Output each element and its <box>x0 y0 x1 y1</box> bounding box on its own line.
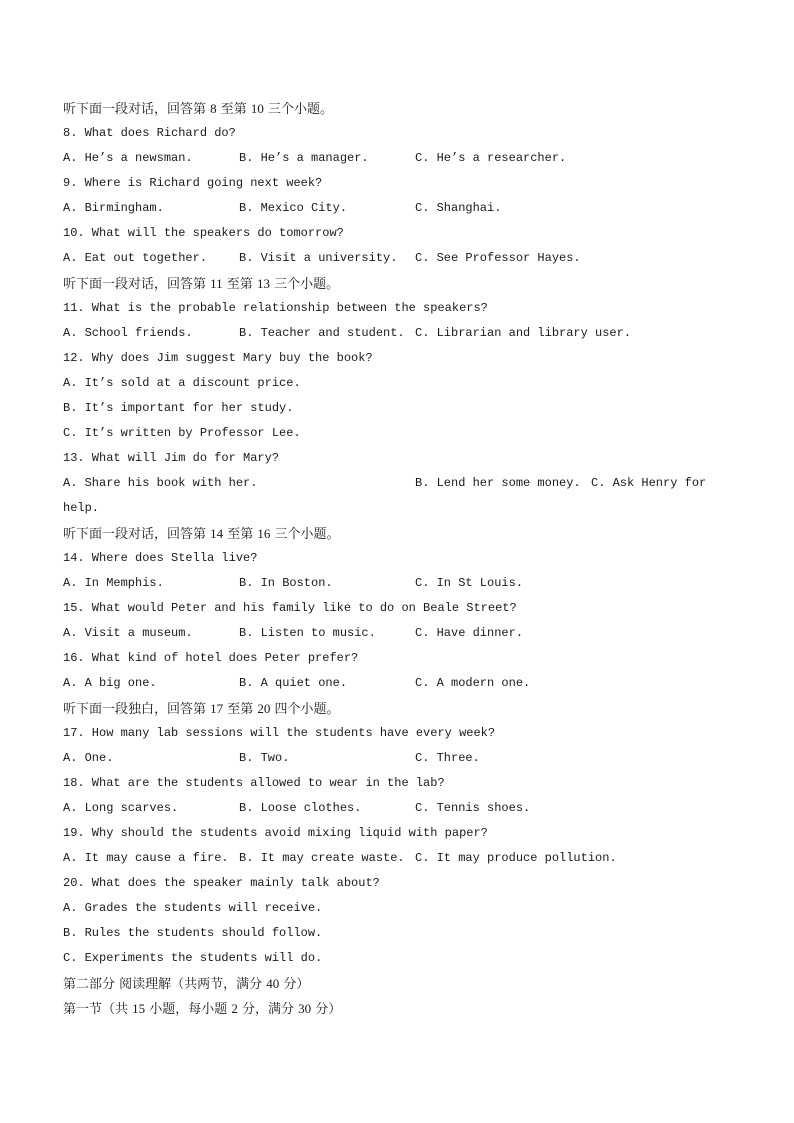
option-a: A. Birmingham. <box>63 201 164 215</box>
answer-options-row <box>63 321 713 346</box>
option-a: A. It’s sold at a discount price. <box>63 376 301 390</box>
question-stem: 9. Where is Richard going next week? <box>63 176 323 190</box>
question-stem: 12. Why does Jim suggest Mary buy the book? <box>63 351 373 365</box>
option-c: C. Ask Henry for <box>591 476 707 490</box>
answer-options-row <box>63 196 713 221</box>
question-stem: 8. What does Richard do? <box>63 126 236 140</box>
exam-page <box>63 96 713 1021</box>
answer-options-row <box>63 796 713 821</box>
part-two-heading: 第二部分 阅读理解（共两节，满分 40 分） <box>63 976 310 992</box>
question-stem: 17. How many lab sessions will the students have every week? <box>63 726 496 740</box>
option-b: B. It may create waste. <box>239 851 405 865</box>
answer-options-row <box>63 746 713 771</box>
option-b: B. Teacher and student. <box>239 326 405 340</box>
part-two-section-one-heading: 第一节（共 15 小题，每小题 2 分，满分 30 分） <box>63 1001 342 1017</box>
option-c: C. Three. <box>415 751 480 765</box>
option-b: B. In Boston. <box>239 576 333 590</box>
answer-options-row <box>63 471 713 496</box>
question-stem: 15. What would Peter and his family like to do on Beale Street? <box>63 601 517 615</box>
section-heading-dialogue-14-16: 听下面一段对话，回答第 14 至第 16 三个小题。 <box>63 526 340 542</box>
option-c: C. A modern one. <box>415 676 531 690</box>
option-c-continuation: help. <box>63 501 100 515</box>
option-a: A. Share his book with her. <box>63 476 258 490</box>
option-a: A. He’s a newsman. <box>63 151 193 165</box>
question-stem: 18. What are the students allowed to wear in the lab? <box>63 776 445 790</box>
question-stem: 20. What does the speaker mainly talk about? <box>63 876 380 890</box>
option-b: B. Visit a university. <box>239 251 398 265</box>
option-b: B. Lend her some money. <box>415 476 581 490</box>
question-stem: 10. What will the speakers do tomorrow? <box>63 226 344 240</box>
option-b: B. He’s a manager. <box>239 151 369 165</box>
option-c: C. Have dinner. <box>415 626 524 640</box>
option-c: C. In St Louis. <box>415 576 524 590</box>
option-c: C. It may produce pollution. <box>415 851 617 865</box>
option-b: B. Listen to music. <box>239 626 376 640</box>
option-b: B. Mexico City. <box>239 201 348 215</box>
section-heading-monologue-17-20: 听下面一段独白，回答第 17 至第 20 四个小题。 <box>63 701 340 717</box>
option-c: C. Shanghai. <box>415 201 502 215</box>
option-a: A. Visit a museum. <box>63 626 193 640</box>
question-stem: 14. Where does Stella live? <box>63 551 258 565</box>
answer-options-row <box>63 846 713 871</box>
option-a: A. One. <box>63 751 114 765</box>
option-c: C. Tennis shoes. <box>415 801 531 815</box>
option-c: C. It’s written by Professor Lee. <box>63 426 301 440</box>
answer-options-row <box>63 246 713 271</box>
option-b: B. Two. <box>239 751 290 765</box>
option-b: B. A quiet one. <box>239 676 348 690</box>
option-a: A. Long scarves. <box>63 801 179 815</box>
answer-options-row <box>63 146 713 171</box>
option-c: C. He’s a researcher. <box>415 151 567 165</box>
option-b: B. It’s important for her study. <box>63 401 294 415</box>
option-c: C. Experiments the students will do. <box>63 951 323 965</box>
question-stem: 16. What kind of hotel does Peter prefer? <box>63 651 359 665</box>
question-stem: 19. Why should the students avoid mixing liquid with paper? <box>63 826 488 840</box>
answer-options-row <box>63 671 713 696</box>
option-a: A. School friends. <box>63 326 193 340</box>
option-c: C. See Professor Hayes. <box>415 251 581 265</box>
section-heading-dialogue-8-10: 听下面一段对话，回答第 8 至第 10 三个小题。 <box>63 101 334 117</box>
option-a: A. Eat out together. <box>63 251 208 265</box>
question-stem: 13. What will Jim do for Mary? <box>63 451 280 465</box>
section-heading-dialogue-11-13: 听下面一段对话，回答第 11 至第 13 三个小题。 <box>63 276 340 292</box>
option-a: A. Grades the students will receive. <box>63 901 323 915</box>
answer-options-row <box>63 571 713 596</box>
option-a: A. In Memphis. <box>63 576 164 590</box>
answer-options-row <box>63 621 713 646</box>
option-c: C. Librarian and library user. <box>415 326 632 340</box>
option-a: A. It may cause a fire. <box>63 851 229 865</box>
question-stem: 11. What is the probable relationship between the speakers? <box>63 301 488 315</box>
option-b: B. Rules the students should follow. <box>63 926 323 940</box>
option-a: A. A big one. <box>63 676 157 690</box>
option-b: B. Loose clothes. <box>239 801 362 815</box>
